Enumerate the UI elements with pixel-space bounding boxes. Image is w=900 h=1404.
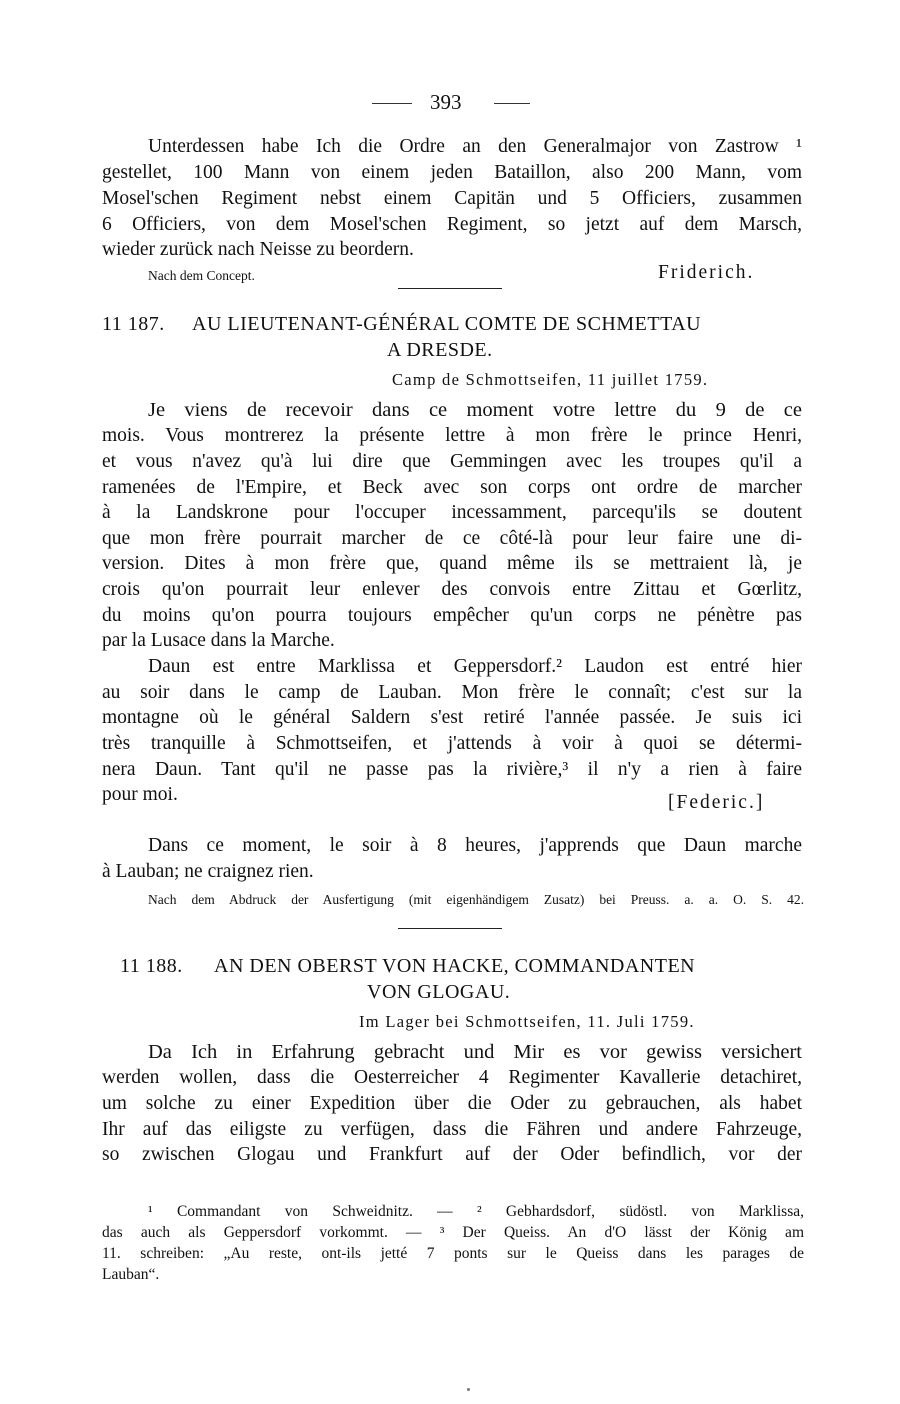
header-rule-left	[372, 103, 412, 104]
page-number: 393	[430, 90, 462, 114]
text-line: au soir dans le camp de Lauban. Mon frère le connaît; c'est sur la	[102, 682, 802, 703]
page-header	[0, 90, 900, 120]
print-speck	[467, 1388, 470, 1391]
text-line: wieder zurück nach Neisse zu beordern.	[102, 239, 414, 260]
signature: [Federic.]	[668, 792, 765, 813]
header-rule-right	[494, 103, 530, 104]
footnote-line: das auch als Geppersdorf vorkommt. — ³ Der Queiss. An d'O lässt der König am	[102, 1224, 804, 1241]
text-line: version. Dites à mon frère que, quand même ils se mettraient là, je	[102, 553, 802, 574]
text-line: um solche zu einer Expedition über die Oder zu gebrauchen, als habet	[102, 1093, 802, 1114]
text-line: crois qu'on pourrait leur enlever des convois entre Zittau et Gœrlitz,	[102, 579, 802, 600]
source-note: Nach dem Concept.	[148, 268, 255, 283]
footnote-line: Lauban“.	[102, 1266, 160, 1283]
signature: Friderich.	[658, 262, 755, 283]
text-line: à Lauban; ne craignez rien.	[102, 861, 314, 882]
text-line: montagne où le général Saldern s'est retiré l'année passée. Je suis ici	[102, 707, 802, 728]
text-line: Dans ce moment, le soir à 8 heures, j'apprends que Daun marche	[148, 835, 802, 856]
text-line: et vous n'avez qu'à lui dire que Gemmingen avec les troupes qu'il a	[102, 451, 802, 472]
text-line: Unterdessen habe Ich die Ordre an den Generalmajor von Zastrow ¹	[148, 136, 802, 157]
text-line: Daun est entre Marklissa et Geppersdorf.² Laudon est entré hier	[148, 656, 802, 677]
text-line: pour moi.	[102, 784, 178, 805]
letter-heading-line2: A DRESDE.	[387, 339, 493, 361]
text-line: Mosel'schen Regiment nebst einem Capitän und 5 Officiers, zusammen	[102, 188, 802, 209]
text-line: mois. Vous montrerez la présente lettre à mon frère le prince Henri,	[102, 425, 802, 446]
text-line: werden wollen, dass die Oesterreicher 4 Regimenter Kavallerie detachiret,	[102, 1067, 802, 1088]
text-line: Ihr auf das eiligste zu verfügen, dass die Fähren und andere Fahrzeuge,	[102, 1119, 802, 1140]
letter-heading: AU LIEUTENANT-GÉNÉRAL COMTE DE SCHMETTAU	[192, 313, 702, 335]
text-line: très tranquille à Schmottseifen, et j'attends à voir à quoi se détermi-	[102, 733, 802, 754]
text-line: à la Landskrone pour l'occuper incessamment, parcequ'ils se doutent	[102, 502, 802, 523]
text-line: nera Daun. Tant qu'il ne passe pas la rivière,³ il n'y a rien à faire	[102, 759, 802, 780]
text-line: que mon frère pourrait marcher de ce côté-là pour leur faire une di-	[102, 528, 802, 549]
divider	[398, 288, 502, 289]
footnote-line: 11. schreiben: „Au reste, ont-ils jetté 7 ponts sur le Queiss dans les parages de	[102, 1245, 804, 1262]
letter-number: 11 187.	[102, 313, 165, 335]
text-line: du moins qu'on pourra toujours empêcher qu'un corps ne pénètre pas	[102, 605, 802, 626]
place-date: Camp de Schmottseifen, 11 juillet 1759.	[392, 370, 709, 389]
footnote-line: ¹ Commandant von Schweidnitz. — ² Gebhardsdorf, südöstl. von Marklissa,	[148, 1203, 804, 1220]
text-line: Je viens de recevoir dans ce moment votre lettre du 9 de ce	[148, 399, 802, 421]
text-line: gestellet, 100 Mann von einem jeden Bataillon, also 200 Mann, vom	[102, 162, 802, 183]
text-line: par la Lusace dans la Marche.	[102, 630, 335, 651]
place-date: Im Lager bei Schmottseifen, 11. Juli 1759.	[359, 1012, 695, 1031]
source-note: Nach dem Abdruck der Ausfertigung (mit eigenhändigem Zusatz) bei Preuss. a. a. O. S. 42.	[148, 892, 804, 907]
text-line: ramenées de l'Empire, et Beck avec son corps ont ordre de marcher	[102, 477, 802, 498]
letter-heading-line2: VON GLOGAU.	[367, 981, 511, 1003]
text-line: 6 Officiers, von dem Mosel'schen Regiment, so jetzt auf dem Marsch,	[102, 214, 802, 235]
divider	[398, 928, 502, 929]
letter-number: 11 188.	[120, 955, 183, 977]
text-line: Da Ich in Erfahrung gebracht und Mir es vor gewiss versichert	[148, 1041, 802, 1063]
text-line: so zwischen Glogau und Frankfurt auf der Oder befindlich, vor der	[102, 1144, 802, 1165]
letter-heading: AN DEN OBERST VON HACKE, COMMANDANTEN	[214, 955, 696, 977]
